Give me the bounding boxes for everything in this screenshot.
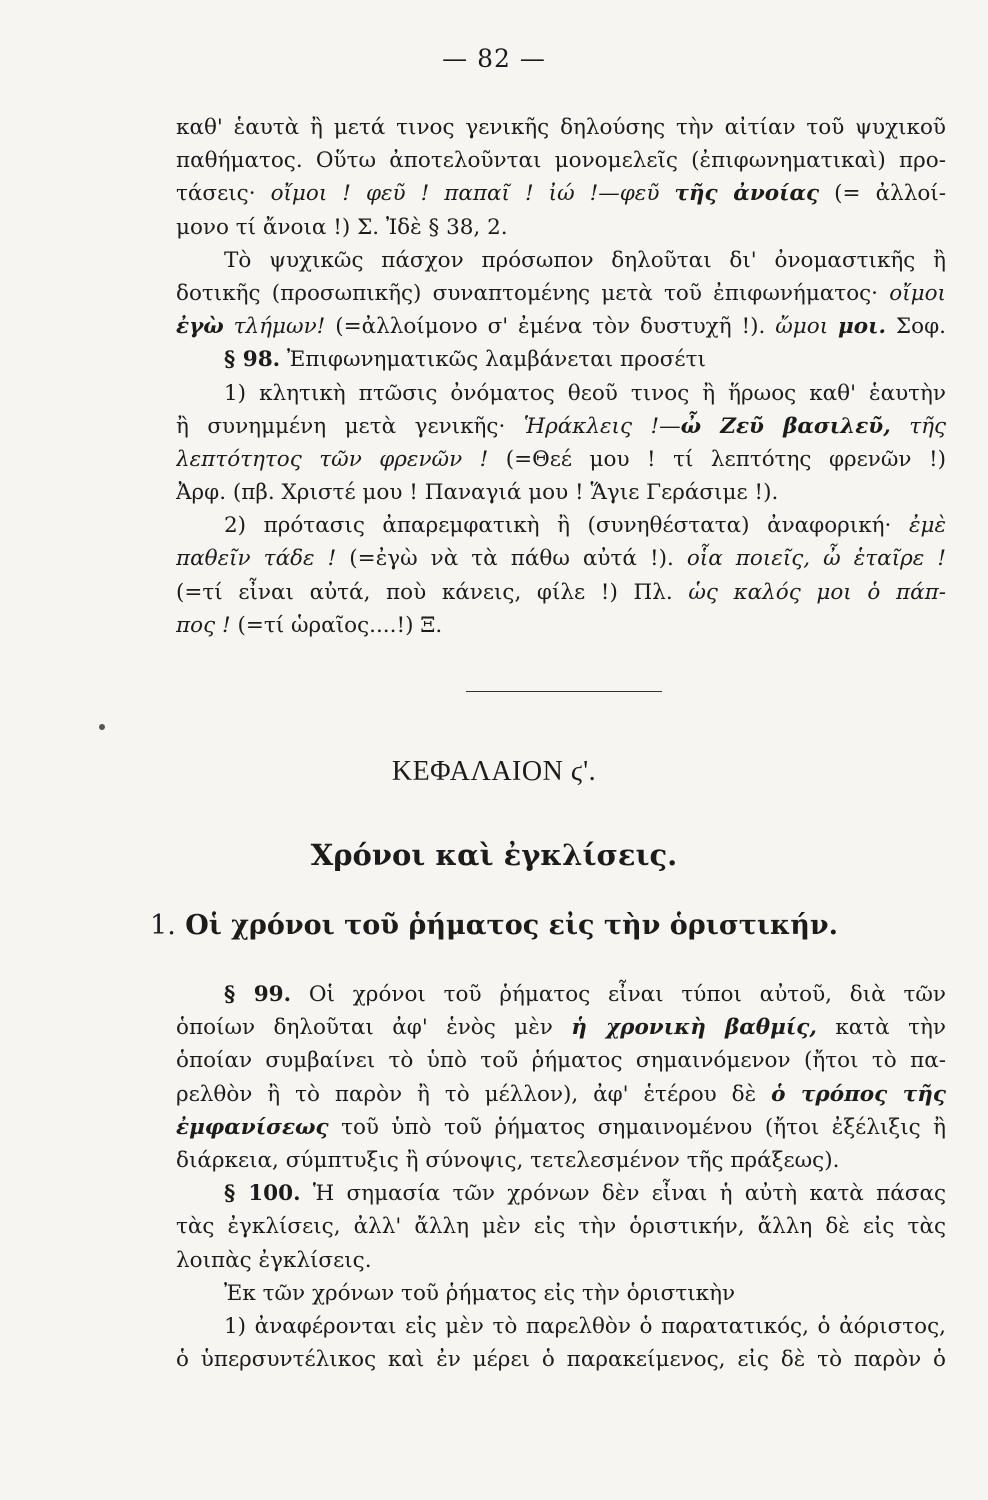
text-line xyxy=(176,310,946,343)
italic-example: πος ! xyxy=(176,612,231,638)
text-run: ὁ ὑπερσυντέλικος καὶ ἐν μέρει ὁ παρακείμενος, εἰς δὲ τὸ παρὸν ὁ xyxy=(176,1347,946,1373)
text-run: κατὰ τὴν xyxy=(835,1015,946,1041)
text-line xyxy=(176,1177,946,1210)
text-line xyxy=(176,1310,946,1343)
text-run: (=ἀλλοίμονο σ' ἐμένα τὸν δυστυχῆ !). xyxy=(335,314,766,340)
text-run: Σοφ. xyxy=(895,314,946,340)
text-line xyxy=(176,177,946,210)
text-line xyxy=(176,1244,946,1277)
text-run: τὰς ἐγκλίσεις, ἀλλ' ἄλλη μὲν εἰς τὴν ὁριστικήν, ἄλλη δὲ εἰς τὰς xyxy=(176,1214,946,1240)
text-run: μονο τί ἄνοια !) Σ. Ἰδὲ § 38, 2. xyxy=(176,214,508,240)
section-number: § 98. xyxy=(224,347,281,373)
bold-term: ἡ χρονικὴ βαθμίς, xyxy=(571,1015,817,1041)
page-number: — 82 — xyxy=(442,44,546,73)
italic-example: οἷα ποιεῖς, ὦ ἑταῖρε ! xyxy=(686,546,946,572)
text-run: 2) πρότασις ἀπαρεμφατικὴ ἢ (συνηθέστατα) ἀναφορική· xyxy=(224,513,892,539)
chapter-title: Χρόνοι καὶ ἐγκλίσεις. xyxy=(310,838,678,872)
text-run: λοιπὰς ἐγκλίσεις. xyxy=(176,1247,372,1273)
text-line xyxy=(176,443,946,476)
text-line xyxy=(176,1044,946,1077)
ink-mark xyxy=(99,724,105,730)
text-line xyxy=(176,542,946,575)
text-line xyxy=(176,476,946,509)
section-number: § 99. xyxy=(224,982,292,1007)
text-line xyxy=(176,1111,946,1144)
text-line xyxy=(176,244,946,277)
text-run: (=τί ὡραῖος....!) Ξ. xyxy=(237,612,443,638)
text-run: ὁποίων δηλοῦται ἀφ' ἑνὸς μὲν xyxy=(176,1015,553,1041)
text-run: διάρκεια, σύμπτυξις ἢ σύνοψις, τετελεσμένον τῆς πράξεως). xyxy=(176,1147,840,1173)
text-line xyxy=(176,410,946,443)
text-run: (= ἀλλοί- xyxy=(834,181,946,207)
italic-example: ὤμοι xyxy=(775,314,829,340)
text-run: (=τί εἶναι αὐτά, ποὺ κάνεις, φίλε !) Πλ. xyxy=(176,579,673,605)
text-line xyxy=(176,211,946,244)
text-line xyxy=(176,509,946,542)
section-number: § 100. xyxy=(224,1181,301,1207)
text-run: ὁποίαν συμβαίνει τὸ ὑπὸ τοῦ ῥήματος σημαινόμενον (ἤτοι τὸ πα- xyxy=(176,1048,946,1074)
italic-example: τῆς xyxy=(909,413,946,439)
text-line xyxy=(176,1011,946,1044)
italic-example: παθεῖν τάδε ! xyxy=(176,546,337,572)
italic-example: οἴμοι ! φεῦ ! παπαῖ ! ἰώ !—φεῦ xyxy=(270,181,660,207)
text-line xyxy=(176,1343,946,1376)
italic-example: Ἡράκλεις !— xyxy=(523,413,681,439)
bold-example: μοι. xyxy=(838,314,887,340)
text-run: (=Θεέ μου ! τί λεπτότης φρενῶν !) xyxy=(505,446,946,472)
subsection-title-text: Οἱ χρόνοι τοῦ ῥήματος εἰς τὴν ὁριστικήν. xyxy=(185,910,838,941)
italic-example: λεπτότητος τῶν φρενῶν ! xyxy=(176,446,489,472)
bold-term: ὁ τρόπος τῆς xyxy=(771,1081,946,1107)
text-run: παθήματος. Οὕτω ἀποτελοῦνται μονομελεῖς (ἐπιφωνηματικαὶ) προ- xyxy=(176,148,946,174)
text-line xyxy=(176,1277,946,1310)
text-run: Ἐπιφωνηματικῶς λαμβάνεται προσέτι xyxy=(286,347,706,373)
text-line xyxy=(176,1078,946,1111)
italic-example: τλήμων! xyxy=(233,314,326,340)
text-run: Τὸ ψυχικῶς πάσχον πρόσωπον δηλοῦται δι' ὀνομαστικῆς ἢ xyxy=(224,247,946,273)
text-line xyxy=(176,1144,946,1177)
bold-example: ἐγὼ xyxy=(176,314,224,340)
text-run: Ἡ σημασία τῶν χρόνων δὲν εἶναι ἡ αὐτὴ κατὰ πάσας xyxy=(312,1181,946,1207)
italic-example: ὡς καλός μοι ὁ πάπ- xyxy=(688,579,946,605)
section-98-text-block xyxy=(176,111,946,642)
text-line xyxy=(176,1210,946,1243)
text-run: Ἀρφ. (πβ. Χριστέ μου ! Παναγιά μου ! Ἅγιε Γεράσιμε !). xyxy=(176,480,779,506)
text-line xyxy=(176,609,946,642)
bold-example: τῆς ἀνοίας xyxy=(674,181,820,207)
text-run: καθ' ἑαυτὰ ἢ μετά τινος γενικῆς δηλούσης τὴν αἰτίαν τοῦ ψυχικοῦ xyxy=(176,115,946,140)
text-line xyxy=(176,111,946,144)
text-line xyxy=(176,277,946,310)
section-divider xyxy=(466,691,662,692)
text-run: δοτικῆς (προσωπικῆς) συναπτομένης μετὰ τοῦ ἐπιφωνήματος· xyxy=(176,280,879,306)
text-line xyxy=(176,978,946,1011)
italic-example: ἐμὲ xyxy=(908,513,946,539)
text-line xyxy=(176,144,946,177)
text-run: Οἱ χρόνοι τοῦ ῥήματος εἶναι τύποι αὐτοῦ, διὰ τῶν xyxy=(308,982,946,1007)
text-run: ἢ συνημμένη μετὰ γενικῆς· xyxy=(176,413,506,439)
text-run: ρελθὸν ἢ τὸ παρὸν ἢ τὸ μέλλον), ἀφ' ἑτέρου δὲ xyxy=(176,1081,757,1107)
italic-example: οἴμοι xyxy=(889,280,946,306)
text-run: τοῦ ὑπὸ τοῦ ῥήματος σημαινομένου (ἤτοι ἐξέλιξις ἢ xyxy=(341,1114,946,1140)
text-run: Ἐκ τῶν χρόνων τοῦ ῥήματος εἰς τὴν ὁριστικὴν xyxy=(224,1280,736,1306)
text-run: (=ἐγὼ νὰ τὰ πάθω αὐτά !). xyxy=(349,546,674,572)
text-line xyxy=(176,377,946,410)
bold-example: ὦ Ζεῦ βασιλεῦ, xyxy=(680,413,891,439)
subsection-title xyxy=(0,910,988,941)
subsection-number: 1. xyxy=(150,910,176,941)
text-run: 1) ἀναφέρονται εἰς μὲν τὸ παρελθὸν ὁ παρατατικός, ὁ ἀόριστος, xyxy=(224,1313,946,1339)
text-line xyxy=(176,343,946,376)
bold-term: ἐμφανίσεως xyxy=(176,1114,329,1140)
section-99-text-block xyxy=(176,978,946,1376)
text-run: τάσεις· xyxy=(176,181,256,207)
chapter-heading: ΚΕΦΑΛΑΙΟΝ ϛ'. xyxy=(391,756,597,787)
text-line xyxy=(176,576,946,609)
text-run: 1) κλητικὴ πτῶσις ὀνόματος θεοῦ τινος ἢ ἥρωος καθ' ἑαυτὴν xyxy=(224,380,946,406)
